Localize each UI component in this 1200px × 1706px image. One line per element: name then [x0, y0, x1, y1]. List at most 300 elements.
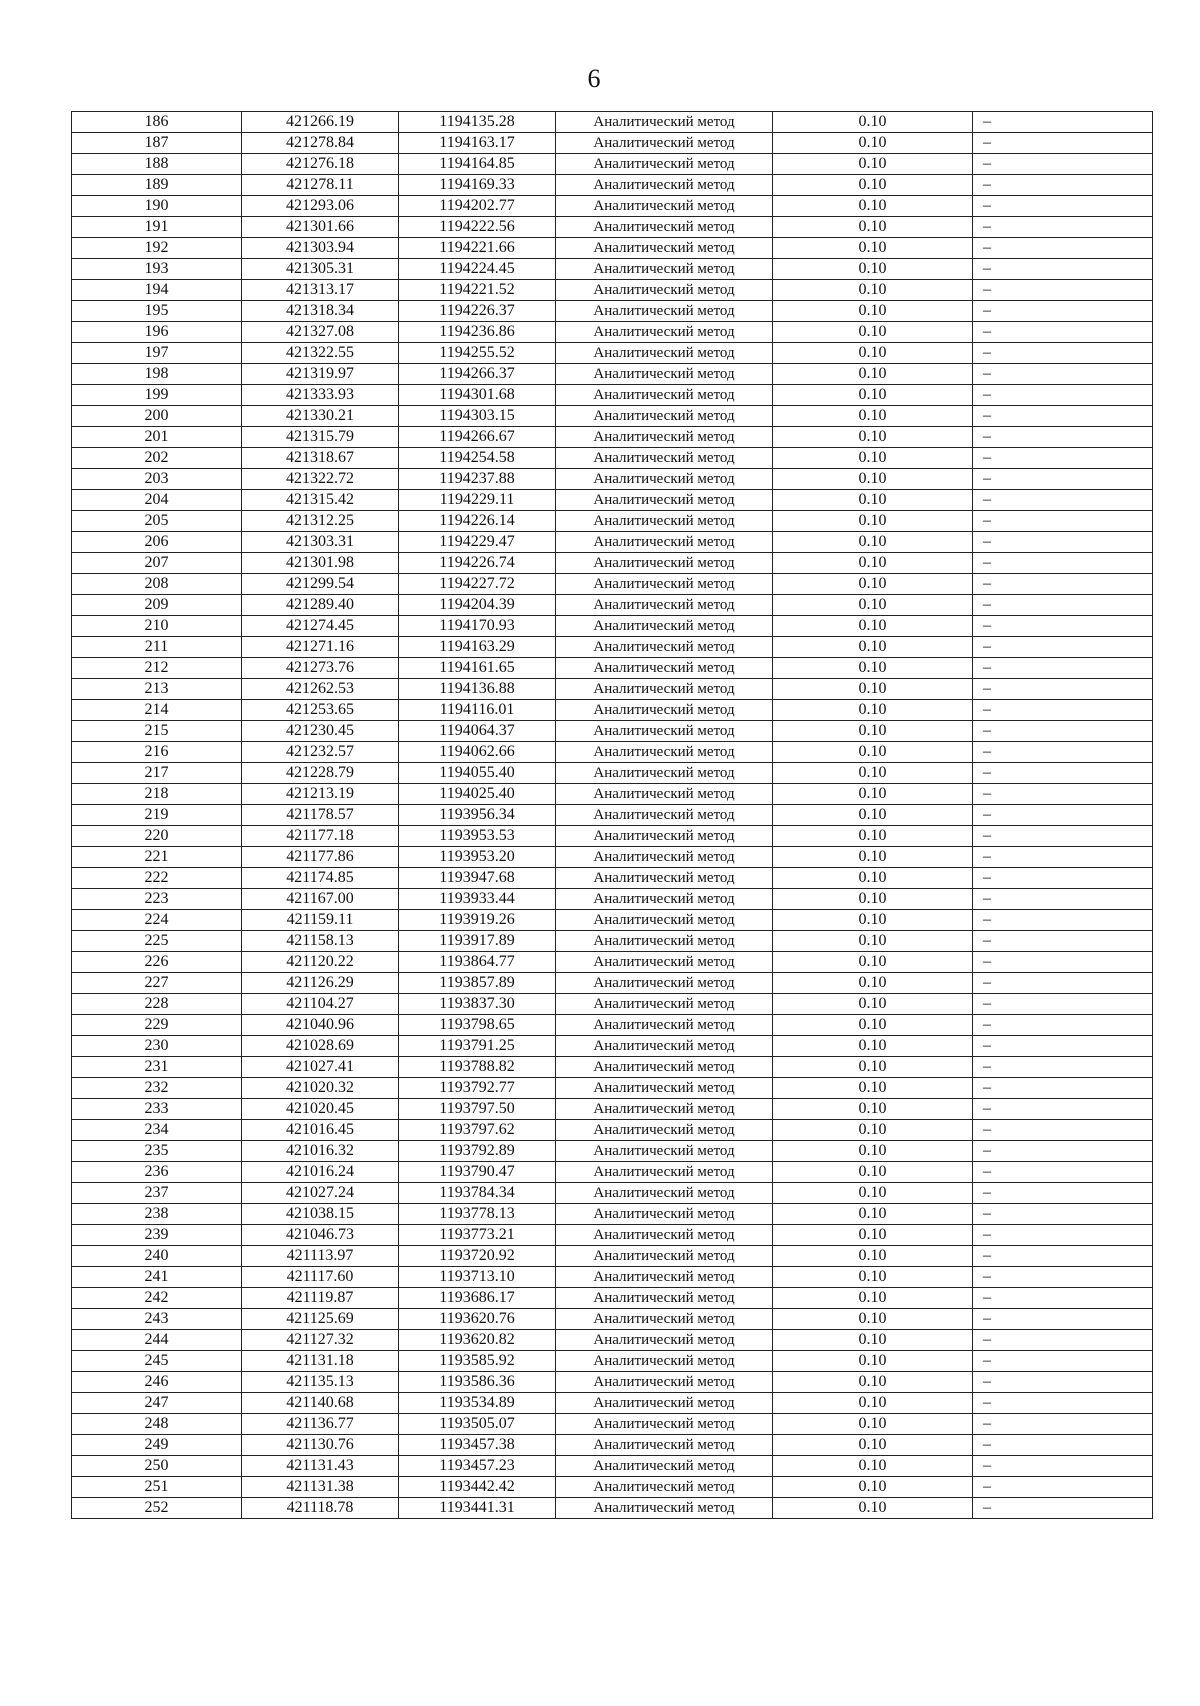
x-coordinate-cell: 421319.97 [242, 364, 399, 385]
table-row [72, 1414, 1153, 1435]
y-coordinate-cell: 1193620.76 [399, 1309, 556, 1330]
method-cell: Аналитический метод [556, 1057, 773, 1078]
accuracy-cell: 0.10 [773, 742, 973, 763]
method-cell: Аналитический метод [556, 868, 773, 889]
method-cell: Аналитический метод [556, 1120, 773, 1141]
point-number-cell: 204 [72, 490, 242, 511]
y-coordinate-cell: 1194236.86 [399, 322, 556, 343]
y-coordinate-cell: 1193797.50 [399, 1099, 556, 1120]
y-coordinate-cell: 1193778.13 [399, 1204, 556, 1225]
note-cell: – [973, 1036, 1153, 1057]
y-coordinate-cell: 1194237.88 [399, 469, 556, 490]
accuracy-cell: 0.10 [773, 1225, 973, 1246]
note-cell: – [973, 1288, 1153, 1309]
method-cell: Аналитический метод [556, 532, 773, 553]
point-number-cell: 195 [72, 301, 242, 322]
note-cell: – [973, 280, 1153, 301]
table-row [72, 1330, 1153, 1351]
method-cell: Аналитический метод [556, 1477, 773, 1498]
y-coordinate-cell: 1194226.37 [399, 301, 556, 322]
point-number-cell: 227 [72, 973, 242, 994]
x-coordinate-cell: 421136.77 [242, 1414, 399, 1435]
method-cell: Аналитический метод [556, 259, 773, 280]
point-number-cell: 244 [72, 1330, 242, 1351]
note-cell: – [973, 1120, 1153, 1141]
y-coordinate-cell: 1193788.82 [399, 1057, 556, 1078]
point-number-cell: 189 [72, 175, 242, 196]
table-row [72, 259, 1153, 280]
note-cell: – [973, 175, 1153, 196]
table-row [72, 1393, 1153, 1414]
point-number-cell: 234 [72, 1120, 242, 1141]
note-cell: – [973, 784, 1153, 805]
accuracy-cell: 0.10 [773, 574, 973, 595]
y-coordinate-cell: 1193620.82 [399, 1330, 556, 1351]
point-number-cell: 221 [72, 847, 242, 868]
y-coordinate-cell: 1193790.47 [399, 1162, 556, 1183]
accuracy-cell: 0.10 [773, 511, 973, 532]
note-cell: – [973, 763, 1153, 784]
x-coordinate-cell: 421299.54 [242, 574, 399, 595]
accuracy-cell: 0.10 [773, 847, 973, 868]
point-number-cell: 191 [72, 217, 242, 238]
table-row [72, 511, 1153, 532]
y-coordinate-cell: 1193534.89 [399, 1393, 556, 1414]
x-coordinate-cell: 421271.16 [242, 637, 399, 658]
method-cell: Аналитический метод [556, 133, 773, 154]
accuracy-cell: 0.10 [773, 112, 973, 133]
note-cell: – [973, 133, 1153, 154]
accuracy-cell: 0.10 [773, 280, 973, 301]
x-coordinate-cell: 421038.15 [242, 1204, 399, 1225]
accuracy-cell: 0.10 [773, 301, 973, 322]
accuracy-cell: 0.10 [773, 406, 973, 427]
point-number-cell: 213 [72, 679, 242, 700]
method-cell: Аналитический метод [556, 217, 773, 238]
method-cell: Аналитический метод [556, 973, 773, 994]
method-cell: Аналитический метод [556, 448, 773, 469]
point-number-cell: 216 [72, 742, 242, 763]
accuracy-cell: 0.10 [773, 1183, 973, 1204]
table-row [72, 553, 1153, 574]
y-coordinate-cell: 1193956.34 [399, 805, 556, 826]
method-cell: Аналитический метод [556, 196, 773, 217]
note-cell: – [973, 574, 1153, 595]
y-coordinate-cell: 1194163.29 [399, 637, 556, 658]
point-number-cell: 196 [72, 322, 242, 343]
point-number-cell: 231 [72, 1057, 242, 1078]
method-cell: Аналитический метод [556, 763, 773, 784]
y-coordinate-cell: 1193441.31 [399, 1498, 556, 1519]
point-number-cell: 207 [72, 553, 242, 574]
point-number-cell: 187 [72, 133, 242, 154]
point-number-cell: 224 [72, 910, 242, 931]
note-cell: – [973, 700, 1153, 721]
method-cell: Аналитический метод [556, 1435, 773, 1456]
point-number-cell: 235 [72, 1141, 242, 1162]
x-coordinate-cell: 421327.08 [242, 322, 399, 343]
y-coordinate-cell: 1193953.53 [399, 826, 556, 847]
table-row [72, 826, 1153, 847]
table-row [72, 532, 1153, 553]
method-cell: Аналитический метод [556, 1036, 773, 1057]
table-row [72, 385, 1153, 406]
x-coordinate-cell: 421174.85 [242, 868, 399, 889]
table-row [72, 217, 1153, 238]
accuracy-cell: 0.10 [773, 175, 973, 196]
table-row [72, 1372, 1153, 1393]
method-cell: Аналитический метод [556, 679, 773, 700]
y-coordinate-cell: 1193585.92 [399, 1351, 556, 1372]
table-row [72, 616, 1153, 637]
y-coordinate-cell: 1193947.68 [399, 868, 556, 889]
accuracy-cell: 0.10 [773, 1456, 973, 1477]
method-cell: Аналитический метод [556, 1015, 773, 1036]
y-coordinate-cell: 1194224.45 [399, 259, 556, 280]
note-cell: – [973, 217, 1153, 238]
method-cell: Аналитический метод [556, 511, 773, 532]
table-row [72, 1162, 1153, 1183]
x-coordinate-cell: 421262.53 [242, 679, 399, 700]
method-cell: Аналитический метод [556, 364, 773, 385]
y-coordinate-cell: 1194064.37 [399, 721, 556, 742]
accuracy-cell: 0.10 [773, 931, 973, 952]
accuracy-cell: 0.10 [773, 1267, 973, 1288]
y-coordinate-cell: 1194163.17 [399, 133, 556, 154]
note-cell: – [973, 637, 1153, 658]
point-number-cell: 206 [72, 532, 242, 553]
table-row [72, 910, 1153, 931]
accuracy-cell: 0.10 [773, 679, 973, 700]
y-coordinate-cell: 1193773.21 [399, 1225, 556, 1246]
accuracy-cell: 0.10 [773, 637, 973, 658]
accuracy-cell: 0.10 [773, 1288, 973, 1309]
method-cell: Аналитический метод [556, 847, 773, 868]
note-cell: – [973, 1351, 1153, 1372]
point-number-cell: 197 [72, 343, 242, 364]
accuracy-cell: 0.10 [773, 784, 973, 805]
y-coordinate-cell: 1193933.44 [399, 889, 556, 910]
x-coordinate-cell: 421167.00 [242, 889, 399, 910]
note-cell: – [973, 532, 1153, 553]
accuracy-cell: 0.10 [773, 1393, 973, 1414]
x-coordinate-cell: 421016.24 [242, 1162, 399, 1183]
point-number-cell: 230 [72, 1036, 242, 1057]
table-row [72, 679, 1153, 700]
table-row [72, 1099, 1153, 1120]
method-cell: Аналитический метод [556, 553, 773, 574]
x-coordinate-cell: 421303.94 [242, 238, 399, 259]
accuracy-cell: 0.10 [773, 196, 973, 217]
method-cell: Аналитический метод [556, 910, 773, 931]
point-number-cell: 193 [72, 259, 242, 280]
note-cell: – [973, 553, 1153, 574]
accuracy-cell: 0.10 [773, 364, 973, 385]
x-coordinate-cell: 421318.34 [242, 301, 399, 322]
note-cell: – [973, 1015, 1153, 1036]
note-cell: – [973, 322, 1153, 343]
accuracy-cell: 0.10 [773, 238, 973, 259]
point-number-cell: 218 [72, 784, 242, 805]
accuracy-cell: 0.10 [773, 217, 973, 238]
x-coordinate-cell: 421118.78 [242, 1498, 399, 1519]
method-cell: Аналитический метод [556, 616, 773, 637]
accuracy-cell: 0.10 [773, 805, 973, 826]
method-cell: Аналитический метод [556, 385, 773, 406]
accuracy-cell: 0.10 [773, 1204, 973, 1225]
method-cell: Аналитический метод [556, 280, 773, 301]
accuracy-cell: 0.10 [773, 1351, 973, 1372]
point-number-cell: 205 [72, 511, 242, 532]
x-coordinate-cell: 421322.72 [242, 469, 399, 490]
method-cell: Аналитический метод [556, 574, 773, 595]
x-coordinate-cell: 421020.45 [242, 1099, 399, 1120]
method-cell: Аналитический метод [556, 469, 773, 490]
accuracy-cell: 0.10 [773, 1036, 973, 1057]
note-cell: – [973, 343, 1153, 364]
table-row [72, 364, 1153, 385]
accuracy-cell: 0.10 [773, 1477, 973, 1498]
method-cell: Аналитический метод [556, 1330, 773, 1351]
y-coordinate-cell: 1193792.89 [399, 1141, 556, 1162]
x-coordinate-cell: 421140.68 [242, 1393, 399, 1414]
y-coordinate-cell: 1194169.33 [399, 175, 556, 196]
table-row [72, 994, 1153, 1015]
x-coordinate-cell: 421131.38 [242, 1477, 399, 1498]
point-number-cell: 222 [72, 868, 242, 889]
x-coordinate-cell: 421318.67 [242, 448, 399, 469]
y-coordinate-cell: 1194221.52 [399, 280, 556, 301]
point-number-cell: 194 [72, 280, 242, 301]
point-number-cell: 210 [72, 616, 242, 637]
x-coordinate-cell: 421303.31 [242, 532, 399, 553]
method-cell: Аналитический метод [556, 427, 773, 448]
x-coordinate-cell: 421020.32 [242, 1078, 399, 1099]
x-coordinate-cell: 421322.55 [242, 343, 399, 364]
method-cell: Аналитический метод [556, 1078, 773, 1099]
y-coordinate-cell: 1194135.28 [399, 112, 556, 133]
table-row [72, 1456, 1153, 1477]
y-coordinate-cell: 1194202.77 [399, 196, 556, 217]
note-cell: – [973, 238, 1153, 259]
x-coordinate-cell: 421178.57 [242, 805, 399, 826]
note-cell: – [973, 469, 1153, 490]
table-row [72, 1246, 1153, 1267]
x-coordinate-cell: 421120.22 [242, 952, 399, 973]
y-coordinate-cell: 1194226.14 [399, 511, 556, 532]
x-coordinate-cell: 421293.06 [242, 196, 399, 217]
table-row [72, 763, 1153, 784]
table-row [72, 973, 1153, 994]
method-cell: Аналитический метод [556, 595, 773, 616]
table-row [72, 280, 1153, 301]
y-coordinate-cell: 1193586.36 [399, 1372, 556, 1393]
x-coordinate-cell: 421313.17 [242, 280, 399, 301]
method-cell: Аналитический метод [556, 1498, 773, 1519]
note-cell: – [973, 1456, 1153, 1477]
method-cell: Аналитический метод [556, 301, 773, 322]
y-coordinate-cell: 1194116.01 [399, 700, 556, 721]
point-number-cell: 212 [72, 658, 242, 679]
accuracy-cell: 0.10 [773, 700, 973, 721]
point-number-cell: 190 [72, 196, 242, 217]
table-row [72, 154, 1153, 175]
table-row [72, 868, 1153, 889]
accuracy-cell: 0.10 [773, 322, 973, 343]
note-cell: – [973, 721, 1153, 742]
x-coordinate-cell: 421177.86 [242, 847, 399, 868]
note-cell: – [973, 1225, 1153, 1246]
method-cell: Аналитический метод [556, 700, 773, 721]
x-coordinate-cell: 421177.18 [242, 826, 399, 847]
y-coordinate-cell: 1194025.40 [399, 784, 556, 805]
table-row [72, 1267, 1153, 1288]
note-cell: – [973, 301, 1153, 322]
point-number-cell: 238 [72, 1204, 242, 1225]
x-coordinate-cell: 421027.24 [242, 1183, 399, 1204]
table-row [72, 1120, 1153, 1141]
point-number-cell: 209 [72, 595, 242, 616]
x-coordinate-cell: 421315.42 [242, 490, 399, 511]
x-coordinate-cell: 421135.13 [242, 1372, 399, 1393]
table-row [72, 1309, 1153, 1330]
y-coordinate-cell: 1194266.37 [399, 364, 556, 385]
x-coordinate-cell: 421104.27 [242, 994, 399, 1015]
point-number-cell: 215 [72, 721, 242, 742]
accuracy-cell: 0.10 [773, 343, 973, 364]
x-coordinate-cell: 421315.79 [242, 427, 399, 448]
point-number-cell: 200 [72, 406, 242, 427]
point-number-cell: 243 [72, 1309, 242, 1330]
x-coordinate-cell: 421158.13 [242, 931, 399, 952]
x-coordinate-cell: 421232.57 [242, 742, 399, 763]
point-number-cell: 241 [72, 1267, 242, 1288]
note-cell: – [973, 1183, 1153, 1204]
x-coordinate-cell: 421028.69 [242, 1036, 399, 1057]
method-cell: Аналитический метод [556, 343, 773, 364]
accuracy-cell: 0.10 [773, 1141, 973, 1162]
y-coordinate-cell: 1193864.77 [399, 952, 556, 973]
method-cell: Аналитический метод [556, 1372, 773, 1393]
method-cell: Аналитический метод [556, 952, 773, 973]
point-number-cell: 199 [72, 385, 242, 406]
note-cell: – [973, 1393, 1153, 1414]
note-cell: – [973, 364, 1153, 385]
x-coordinate-cell: 421126.29 [242, 973, 399, 994]
table-row [72, 301, 1153, 322]
y-coordinate-cell: 1193797.62 [399, 1120, 556, 1141]
table-row [72, 721, 1153, 742]
table-row [72, 931, 1153, 952]
method-cell: Аналитический метод [556, 490, 773, 511]
table-row [72, 1057, 1153, 1078]
note-cell: – [973, 826, 1153, 847]
x-coordinate-cell: 421266.19 [242, 112, 399, 133]
y-coordinate-cell: 1194161.65 [399, 658, 556, 679]
method-cell: Аналитический метод [556, 1351, 773, 1372]
table-row [72, 448, 1153, 469]
table-row [72, 952, 1153, 973]
accuracy-cell: 0.10 [773, 427, 973, 448]
point-number-cell: 225 [72, 931, 242, 952]
accuracy-cell: 0.10 [773, 952, 973, 973]
note-cell: – [973, 406, 1153, 427]
method-cell: Аналитический метод [556, 994, 773, 1015]
note-cell: – [973, 1414, 1153, 1435]
method-cell: Аналитический метод [556, 406, 773, 427]
accuracy-cell: 0.10 [773, 868, 973, 889]
method-cell: Аналитический метод [556, 1204, 773, 1225]
y-coordinate-cell: 1193857.89 [399, 973, 556, 994]
point-number-cell: 201 [72, 427, 242, 448]
point-number-cell: 240 [72, 1246, 242, 1267]
point-number-cell: 251 [72, 1477, 242, 1498]
y-coordinate-cell: 1194254.58 [399, 448, 556, 469]
accuracy-cell: 0.10 [773, 553, 973, 574]
table-row [72, 406, 1153, 427]
y-coordinate-cell: 1194164.85 [399, 154, 556, 175]
table-row [72, 175, 1153, 196]
y-coordinate-cell: 1194255.52 [399, 343, 556, 364]
point-number-cell: 223 [72, 889, 242, 910]
table-row [72, 1204, 1153, 1225]
note-cell: – [973, 952, 1153, 973]
y-coordinate-cell: 1194055.40 [399, 763, 556, 784]
x-coordinate-cell: 421228.79 [242, 763, 399, 784]
table-row [72, 1183, 1153, 1204]
table-row [72, 196, 1153, 217]
table-row [72, 322, 1153, 343]
point-number-cell: 245 [72, 1351, 242, 1372]
accuracy-cell: 0.10 [773, 1015, 973, 1036]
accuracy-cell: 0.10 [773, 490, 973, 511]
x-coordinate-cell: 421131.18 [242, 1351, 399, 1372]
x-coordinate-cell: 421312.25 [242, 511, 399, 532]
accuracy-cell: 0.10 [773, 826, 973, 847]
method-cell: Аналитический метод [556, 322, 773, 343]
accuracy-cell: 0.10 [773, 889, 973, 910]
y-coordinate-cell: 1193442.42 [399, 1477, 556, 1498]
note-cell: – [973, 196, 1153, 217]
y-coordinate-cell: 1193457.23 [399, 1456, 556, 1477]
point-number-cell: 214 [72, 700, 242, 721]
accuracy-cell: 0.10 [773, 910, 973, 931]
method-cell: Аналитический метод [556, 1141, 773, 1162]
x-coordinate-cell: 421333.93 [242, 385, 399, 406]
method-cell: Аналитический метод [556, 784, 773, 805]
point-number-cell: 220 [72, 826, 242, 847]
table-row [72, 1036, 1153, 1057]
x-coordinate-cell: 421046.73 [242, 1225, 399, 1246]
table-row [72, 784, 1153, 805]
table-row [72, 1477, 1153, 1498]
table-row [72, 238, 1153, 259]
table-row [72, 343, 1153, 364]
x-coordinate-cell: 421117.60 [242, 1267, 399, 1288]
accuracy-cell: 0.10 [773, 1414, 973, 1435]
note-cell: – [973, 1141, 1153, 1162]
note-cell: – [973, 1498, 1153, 1519]
x-coordinate-cell: 421119.87 [242, 1288, 399, 1309]
accuracy-cell: 0.10 [773, 721, 973, 742]
accuracy-cell: 0.10 [773, 469, 973, 490]
y-coordinate-cell: 1194062.66 [399, 742, 556, 763]
y-coordinate-cell: 1194303.15 [399, 406, 556, 427]
table-row [72, 637, 1153, 658]
y-coordinate-cell: 1194266.67 [399, 427, 556, 448]
point-number-cell: 198 [72, 364, 242, 385]
note-cell: – [973, 889, 1153, 910]
